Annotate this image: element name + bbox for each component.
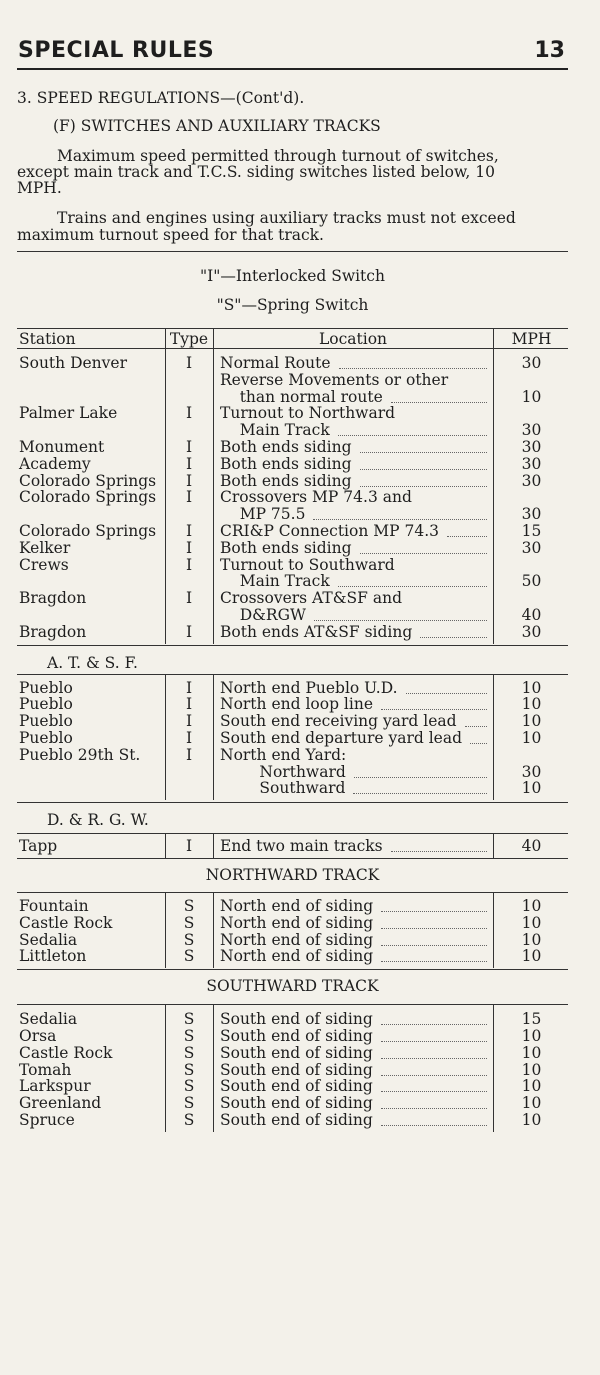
leader-dots [17, 1011, 491, 1028]
location-cell: Reverse Movements or other [220, 370, 449, 389]
column-divider [213, 328, 214, 644]
column-divider [493, 1004, 494, 1132]
mph-cell: 10 [521, 897, 542, 915]
location-cell: South end departure yard lead [220, 729, 463, 747]
station-cell: Pueblo [19, 678, 73, 697]
mph-cell: 10 [521, 695, 542, 714]
table-row [17, 372, 568, 389]
station-cell: Castle Rock [19, 913, 113, 932]
group-rule [17, 892, 568, 893]
subsection-heading: (F) SWITCHES AND AUXILIARY TRACKS [53, 117, 381, 135]
location-cell: Turnout to Northward [220, 404, 396, 423]
table-row [17, 456, 568, 473]
table-row [17, 780, 568, 797]
paragraph-1-line-3: MPH. [17, 179, 62, 197]
type-cell: I [185, 454, 193, 473]
station-cell: Colorado Springs [19, 488, 157, 507]
station-cell: Tapp [19, 837, 58, 856]
station-cell: Pueblo [19, 695, 73, 714]
leader-dots [17, 1095, 491, 1112]
mph-cell: 30 [521, 421, 542, 440]
mph-cell: 10 [521, 1077, 542, 1096]
mph-cell: 15 [521, 1010, 542, 1029]
mph-cell: 10 [521, 930, 542, 949]
leader-dots [17, 573, 491, 590]
table-row [17, 747, 568, 764]
mph-cell: 30 [521, 454, 542, 473]
mph-cell: 30 [521, 505, 542, 524]
column-divider [213, 1004, 214, 1132]
location-cell: South end of siding [220, 1043, 373, 1062]
column-divider [213, 833, 214, 858]
leader-dots [17, 523, 491, 540]
mph-cell: 10 [521, 913, 542, 932]
location-cell: North end of siding [220, 913, 374, 932]
location-cell: than normal route [220, 387, 383, 406]
column-divider [213, 892, 214, 968]
table-row [17, 523, 568, 540]
leader-dots [17, 1062, 491, 1079]
location-cell: Main Track [220, 572, 330, 591]
leader-dots [17, 932, 491, 949]
type-cell: I [185, 622, 193, 641]
station-cell: Larkspur [19, 1077, 91, 1096]
table-row [17, 1028, 568, 1045]
leader-dots [17, 456, 491, 473]
type-cell: S [183, 1060, 195, 1079]
station-cell: Colorado Springs [19, 522, 157, 540]
table-row [17, 948, 568, 965]
leader-dots [17, 696, 491, 713]
column-divider [493, 892, 494, 968]
leader-dots [17, 680, 491, 697]
table-row [17, 607, 568, 624]
table-row [17, 557, 568, 574]
leader-dots [17, 624, 491, 641]
table-row [17, 540, 568, 557]
table-top-rule [17, 328, 568, 329]
column-header-station: Station [19, 330, 76, 348]
mph-cell: 30 [521, 354, 542, 372]
mph-cell: 30 [521, 438, 542, 456]
table-row [17, 1045, 568, 1062]
type-cell: S [183, 930, 195, 949]
leader-dots [17, 898, 491, 915]
paragraph-2-line-1: Trains and engines using auxiliary tracks must not exceed [57, 209, 516, 227]
leader-dots [17, 389, 491, 406]
location-cell: South end of siding [220, 1027, 373, 1045]
leader-dots [17, 607, 491, 624]
table-row [17, 573, 568, 590]
mph-cell: 10 [521, 678, 542, 697]
location-cell: North end loop line [220, 695, 373, 714]
station-cell: Sedalia [19, 1010, 78, 1029]
table-row [17, 389, 568, 406]
leader-dots [17, 915, 491, 932]
mph-cell: 10 [521, 729, 542, 747]
column-divider [165, 892, 166, 968]
location-cell: End two main tracks [220, 837, 383, 856]
station-cell: Tomah [19, 1060, 72, 1079]
table-row [17, 405, 568, 422]
station-cell: Greenland [19, 1094, 102, 1113]
section-heading: 3. SPEED REGULATIONS—(Cont'd). [17, 89, 305, 107]
mph-cell: 10 [521, 1060, 542, 1079]
type-cell: S [183, 947, 195, 966]
column-divider [493, 328, 494, 644]
divider [17, 251, 568, 252]
station-cell: Spruce [19, 1111, 75, 1129]
table-row [17, 473, 568, 490]
table-row [17, 1011, 568, 1028]
column-divider [165, 833, 166, 858]
station-cell: Kelker [19, 538, 71, 557]
table-row [17, 680, 568, 697]
group-rule [17, 674, 568, 675]
location-cell: Crossovers MP 74.3 and [220, 488, 412, 507]
leader-dots [17, 780, 491, 797]
section-label-atsf: A. T. & S. F. [47, 653, 138, 672]
table-row [17, 355, 568, 372]
location-cell: Both ends siding [220, 538, 352, 557]
type-cell: I [185, 488, 193, 507]
location-cell: Both ends AT&SF siding [220, 622, 413, 641]
mph-cell: 10 [521, 1027, 542, 1045]
mph-cell: 40 [521, 837, 542, 856]
location-cell: South end of siding [220, 1111, 373, 1129]
page-title: SPECIAL RULES [18, 38, 215, 63]
mph-cell: 30 [521, 538, 542, 557]
mph-cell: 30 [521, 471, 542, 490]
leader-dots [17, 838, 491, 855]
table-row [17, 489, 568, 506]
type-cell: I [185, 729, 193, 747]
group-rule [17, 969, 568, 970]
mph-cell: 10 [521, 712, 542, 731]
location-cell: South end of siding [220, 1010, 373, 1029]
mph-cell: 30 [521, 622, 542, 641]
station-cell: Littleton [19, 947, 87, 966]
group-rule [17, 645, 568, 646]
location-cell: North end of siding [220, 930, 374, 949]
page-number: 13 [534, 38, 565, 63]
table-row [17, 730, 568, 747]
station-cell: Castle Rock [19, 1043, 113, 1062]
station-cell: Orsa [19, 1027, 57, 1045]
mph-cell: 10 [521, 1043, 542, 1062]
leader-dots [17, 439, 491, 456]
type-cell: I [185, 695, 193, 714]
leader-dots [17, 1078, 491, 1095]
type-cell: I [185, 354, 193, 372]
section-label-southward: SOUTHWARD TRACK [206, 977, 379, 996]
table-row [17, 1095, 568, 1112]
station-cell: Sedalia [19, 930, 78, 949]
type-cell: S [183, 1111, 195, 1129]
station-cell: Palmer Lake [19, 404, 118, 423]
leader-dots [17, 355, 491, 372]
type-cell: I [185, 404, 193, 423]
location-cell: Northward [220, 762, 346, 781]
location-cell: South end of siding [220, 1077, 373, 1096]
location-cell: D&RGW [220, 606, 306, 624]
column-divider [213, 674, 214, 801]
table-header-row [17, 331, 568, 348]
leader-dots [17, 473, 491, 490]
group-rule [17, 858, 568, 859]
paragraph-1-line-1: Maximum speed permitted through turnout of switches, [57, 147, 499, 165]
leader-dots [17, 540, 491, 557]
type-cell: S [183, 1077, 195, 1096]
station-cell: South Denver [19, 354, 127, 372]
type-cell: I [185, 745, 193, 764]
mph-cell: 10 [521, 947, 542, 966]
page-header [17, 38, 568, 70]
column-divider [493, 833, 494, 858]
leader-dots [17, 764, 491, 781]
table-row [17, 1078, 568, 1095]
mph-cell: 10 [521, 1094, 542, 1113]
mph-cell: 10 [521, 1111, 542, 1129]
station-cell: Bragdon [19, 622, 87, 641]
location-cell: South end of siding [220, 1060, 373, 1079]
station-cell: Pueblo [19, 712, 73, 731]
table-row [17, 439, 568, 456]
column-header-mph: MPH [511, 330, 552, 348]
table-row [17, 624, 568, 641]
table-row [17, 696, 568, 713]
station-cell: Colorado Springs [19, 471, 157, 490]
station-cell: Academy [19, 454, 91, 473]
leader-dots [17, 730, 491, 747]
station-cell: Bragdon [19, 589, 87, 608]
mph-cell: 10 [521, 387, 542, 406]
column-divider [165, 674, 166, 801]
station-cell: Pueblo 29th St. [19, 745, 141, 764]
type-cell: S [183, 897, 195, 915]
station-cell: Fountain [19, 897, 89, 915]
column-divider [165, 328, 166, 644]
mph-cell: 30 [521, 762, 542, 781]
table-row [17, 764, 568, 781]
location-cell: South end of siding [220, 1094, 373, 1113]
table-row [17, 506, 568, 523]
leader-dots [17, 1028, 491, 1045]
table-row [17, 713, 568, 730]
mph-cell: 15 [521, 522, 542, 540]
table-row [17, 1112, 568, 1129]
type-cell: S [183, 1010, 195, 1029]
type-cell: S [183, 1043, 195, 1062]
column-header-type: Type [169, 330, 209, 348]
location-cell: North end Pueblo U.D. [220, 678, 398, 697]
location-cell: Crossovers AT&SF and [220, 589, 402, 608]
table-row [17, 915, 568, 932]
type-cell: I [185, 589, 193, 608]
section-label-drgw: D. & R. G. W. [47, 811, 149, 830]
table-row [17, 422, 568, 439]
table-row [17, 590, 568, 607]
leader-dots [17, 1112, 491, 1129]
paragraph-2-line-2: maximum turnout speed for that track. [17, 226, 324, 244]
legend-interlocked: "I"—Interlocked Switch [200, 267, 385, 285]
station-cell: Monument [19, 438, 105, 456]
type-cell: I [185, 438, 193, 456]
section-label-northward: NORTHWARD TRACK [205, 866, 380, 884]
type-cell: S [183, 1027, 195, 1045]
location-cell: Southward [220, 779, 346, 798]
group-rule [17, 1004, 568, 1005]
table-row [17, 1062, 568, 1079]
type-cell: I [185, 522, 193, 540]
type-cell: I [185, 837, 193, 856]
location-cell: Both ends siding [220, 438, 352, 456]
location-cell: Normal Route [220, 354, 331, 372]
column-divider [493, 674, 494, 801]
location-cell: Turnout to Southward [220, 555, 395, 574]
leader-dots [17, 422, 491, 439]
column-divider [165, 1004, 166, 1132]
leader-dots [17, 506, 491, 523]
type-cell: I [185, 678, 193, 697]
type-cell: I [185, 538, 193, 557]
mph-cell: 50 [521, 572, 542, 591]
mph-cell: 40 [521, 606, 542, 624]
location-cell: North end Yard: [220, 745, 347, 764]
type-cell: S [183, 1094, 195, 1113]
table-row [17, 838, 568, 855]
location-cell: CRI&P Connection MP 74.3 [220, 522, 439, 540]
legend-spring: "S"—Spring Switch [216, 296, 369, 314]
location-cell: Main Track [220, 421, 330, 440]
group-rule [17, 802, 568, 803]
location-cell: North end of siding [220, 947, 374, 966]
location-cell: North end of siding [220, 897, 374, 915]
location-cell: Both ends siding [220, 454, 352, 473]
location-cell: MP 75.5 [220, 505, 306, 524]
column-header-location: Location [318, 330, 388, 348]
paragraph-1-line-2: except main track and T.C.S. siding switches listed below, 10 [17, 163, 496, 181]
type-cell: I [185, 555, 193, 574]
leader-dots [17, 948, 491, 965]
table-row [17, 932, 568, 949]
type-cell: I [185, 712, 193, 731]
leader-dots [17, 1045, 491, 1062]
group-rule [17, 833, 568, 834]
type-cell: S [183, 913, 195, 932]
station-cell: Crews [19, 555, 69, 574]
table-header-rule [17, 348, 568, 349]
location-cell: South end receiving yard lead [220, 712, 457, 731]
leader-dots [17, 713, 491, 730]
type-cell: I [185, 471, 193, 490]
location-cell: Both ends siding [220, 471, 352, 490]
mph-cell: 10 [521, 779, 542, 798]
table-row [17, 898, 568, 915]
station-cell: Pueblo [19, 729, 73, 747]
